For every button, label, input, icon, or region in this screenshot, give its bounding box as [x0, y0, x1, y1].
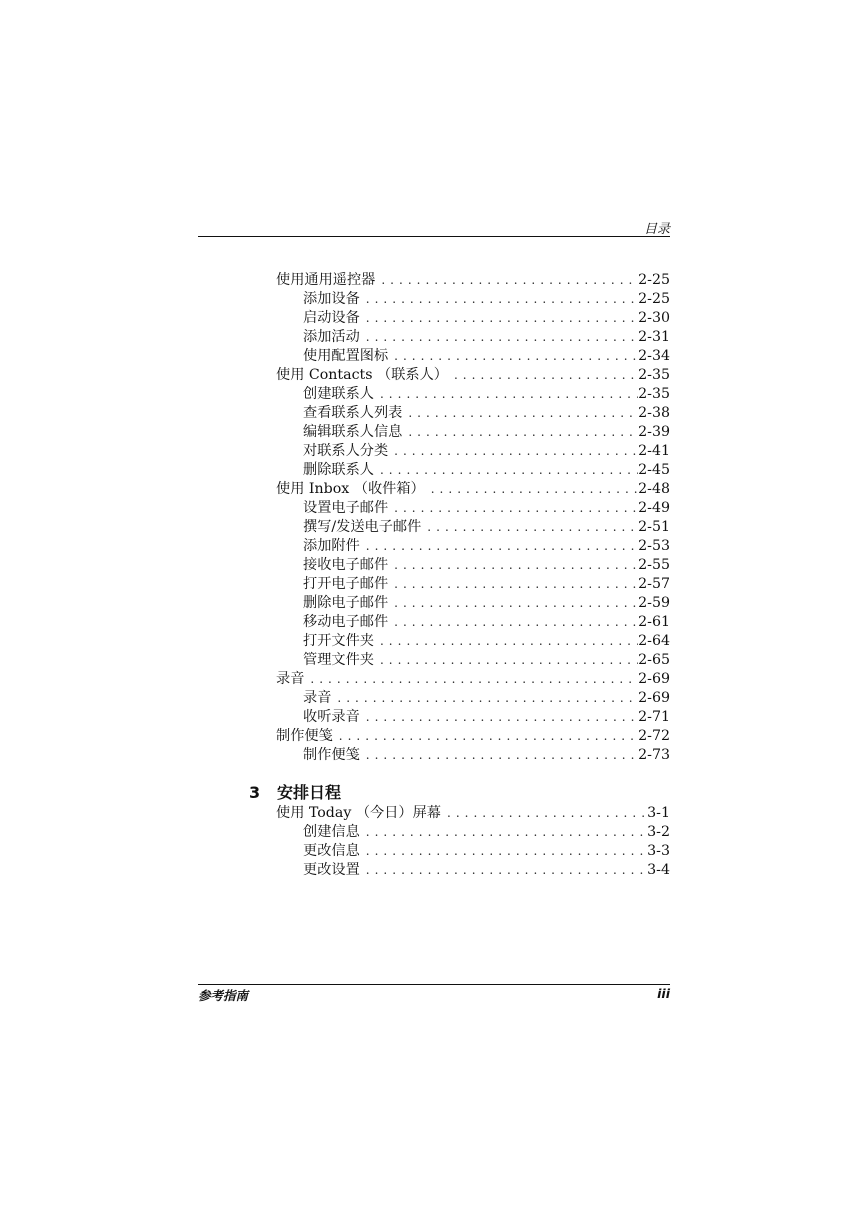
toc-entry-title: 更改信息: [303, 843, 360, 859]
toc-entry-title: 创建联系人: [303, 386, 374, 402]
toc-entry-title: 编辑联系人信息: [303, 424, 403, 440]
toc-entry[interactable]: [276, 518, 670, 537]
toc-entry[interactable]: [276, 461, 670, 480]
toc-entry-page: 2-73: [638, 747, 670, 763]
toc-entry[interactable]: [276, 423, 670, 442]
toc-entry-title: 打开文件夹: [303, 633, 374, 649]
toc-entry-page: 2-69: [638, 671, 670, 687]
toc-entry-page: 2-65: [638, 652, 670, 668]
toc-entry-title: 打开电子邮件: [303, 576, 389, 592]
dot-leader: [388, 442, 638, 461]
toc-entry-page: 2-53: [638, 538, 670, 554]
dot-leader: [388, 347, 638, 366]
toc-entry-page: 2-38: [638, 405, 670, 421]
toc-entry[interactable]: [276, 670, 670, 689]
chapter-heading: [249, 780, 341, 803]
toc-entry[interactable]: [276, 404, 670, 423]
chapter-number: 3: [249, 783, 261, 802]
toc-entry-title: 录音: [303, 690, 332, 706]
toc-entry-title: 制作便笺: [303, 747, 360, 763]
dot-leader: [360, 823, 647, 842]
toc-entry-title: 删除联系人: [303, 462, 374, 478]
dot-leader: [374, 385, 638, 404]
toc-entry-title: 启动设备: [303, 310, 360, 326]
toc-entry-page: 2-51: [638, 519, 670, 535]
toc-entry[interactable]: [276, 328, 670, 347]
dot-leader: [388, 556, 638, 575]
dot-leader: [425, 480, 638, 499]
dot-leader: [388, 575, 638, 594]
toc-entry-title: 移动电子邮件: [303, 614, 389, 630]
dot-leader: [375, 271, 638, 290]
toc-entry-title: 创建信息: [303, 824, 360, 840]
toc-entry[interactable]: [276, 290, 670, 309]
toc-entry-page: 2-25: [638, 291, 670, 307]
toc-entry-page: 2-30: [638, 310, 670, 326]
toc-entry[interactable]: [276, 689, 670, 708]
dot-leader: [402, 404, 638, 423]
toc-entry-title: 更改设置: [303, 862, 360, 878]
toc-entry-title: 对联系人分类: [303, 443, 389, 459]
toc-entry-title: 删除电子邮件: [303, 595, 389, 611]
toc-entry[interactable]: [276, 309, 670, 328]
dot-leader: [360, 861, 647, 880]
running-header: 目录: [643, 222, 670, 237]
toc-entry[interactable]: [276, 537, 670, 556]
toc-entry-page: 2-57: [638, 576, 670, 592]
toc-entry-title: 撰写/发送电子邮件: [303, 519, 422, 535]
toc-entry-page: 2-71: [638, 709, 670, 725]
toc-entry[interactable]: [276, 842, 670, 861]
footer-book-title: 参考指南: [198, 988, 249, 1003]
dot-leader: [360, 537, 638, 556]
dot-leader: [360, 746, 638, 765]
toc-entry[interactable]: [276, 442, 670, 461]
toc-entry[interactable]: [276, 385, 670, 404]
dot-leader: [448, 366, 638, 385]
toc-entry-page: 2-25: [638, 272, 670, 288]
toc-entry-title: 收听录音: [303, 709, 360, 725]
toc-entry[interactable]: [276, 271, 670, 290]
toc-entry[interactable]: [276, 556, 670, 575]
toc-entry-page: 2-55: [638, 557, 670, 573]
toc-entry-page: 2-35: [638, 386, 670, 402]
toc-entry-title: 管理文件夹: [303, 652, 374, 668]
dot-leader: [360, 328, 638, 347]
header-rule: [198, 236, 670, 237]
toc-entry-page: 2-31: [638, 329, 670, 345]
toc-entry[interactable]: [276, 746, 670, 765]
dot-leader: [402, 423, 638, 442]
toc-entry-title: 使用通用遥控器: [276, 272, 376, 288]
toc-entry[interactable]: [276, 480, 670, 499]
toc-entry[interactable]: [276, 594, 670, 613]
toc-entry-title: 使用 Today （今日）屏幕: [276, 805, 441, 821]
dot-leader: [360, 290, 638, 309]
dot-leader: [333, 727, 638, 746]
dot-leader: [374, 632, 638, 651]
dot-leader: [374, 461, 638, 480]
toc-entry-title: 接收电子邮件: [303, 557, 389, 573]
toc-entry[interactable]: [276, 366, 670, 385]
toc-entry[interactable]: [276, 499, 670, 518]
toc-entry-page: 2-34: [638, 348, 670, 364]
toc-entry-page: 2-72: [638, 728, 670, 744]
toc-entry-title: 添加设备: [303, 291, 360, 307]
dot-leader: [388, 613, 638, 632]
toc-entry-page: 2-35: [638, 367, 670, 383]
toc-entry[interactable]: [276, 823, 670, 842]
dot-leader: [441, 804, 647, 823]
toc-entry-page: 3-1: [647, 805, 670, 821]
toc-entry[interactable]: [276, 708, 670, 727]
dot-leader: [388, 594, 638, 613]
toc-entry-title: 录音: [276, 671, 305, 687]
toc-entry-page: 2-69: [638, 690, 670, 706]
toc-entry-page: 2-59: [638, 595, 670, 611]
toc-entry-title: 使用配置图标: [303, 348, 389, 364]
dot-leader: [360, 708, 638, 727]
dot-leader: [360, 842, 647, 861]
toc-entry-page: 2-49: [638, 500, 670, 516]
toc-entry[interactable]: [276, 632, 670, 651]
toc-list-chapter-3: [276, 804, 670, 880]
toc-entry-page: 3-4: [647, 862, 670, 878]
toc-entry-page: 2-64: [638, 633, 670, 649]
footer-rule: [198, 984, 670, 985]
toc-entry[interactable]: [276, 613, 670, 632]
toc-entry-title: 查看联系人列表: [303, 405, 403, 421]
dot-leader: [304, 670, 638, 689]
toc-entry-page: 2-39: [638, 424, 670, 440]
chapter-title: 安排日程: [277, 783, 342, 802]
toc-entry-page: 2-61: [638, 614, 670, 630]
toc-entry-page: 2-41: [638, 443, 670, 459]
dot-leader: [388, 499, 638, 518]
footer-page-number: iii: [657, 986, 670, 1001]
toc-entry-title: 使用 Contacts （联系人）: [276, 367, 448, 383]
toc-entry-page: 3-3: [647, 843, 670, 859]
toc-list-chapter-2: [276, 271, 670, 765]
toc-entry-title: 添加活动: [303, 329, 360, 345]
toc-entry-page: 2-45: [638, 462, 670, 478]
dot-leader: [360, 309, 638, 328]
toc-entry-title: 制作便笺: [276, 728, 333, 744]
dot-leader: [331, 689, 638, 708]
toc-entry[interactable]: [276, 347, 670, 366]
toc-entry[interactable]: [276, 727, 670, 746]
toc-entry-title: 设置电子邮件: [303, 500, 389, 516]
toc-entry-title: 添加附件: [303, 538, 360, 554]
toc-entry[interactable]: [276, 804, 670, 823]
toc-entry[interactable]: [276, 861, 670, 880]
toc-entry-title: 使用 Inbox （收件箱）: [276, 481, 425, 497]
toc-entry[interactable]: [276, 575, 670, 594]
toc-entry-page: 2-48: [638, 481, 670, 497]
dot-leader: [374, 651, 638, 670]
dot-leader: [421, 518, 638, 537]
toc-entry-page: 3-2: [647, 824, 670, 840]
toc-entry[interactable]: [276, 651, 670, 670]
